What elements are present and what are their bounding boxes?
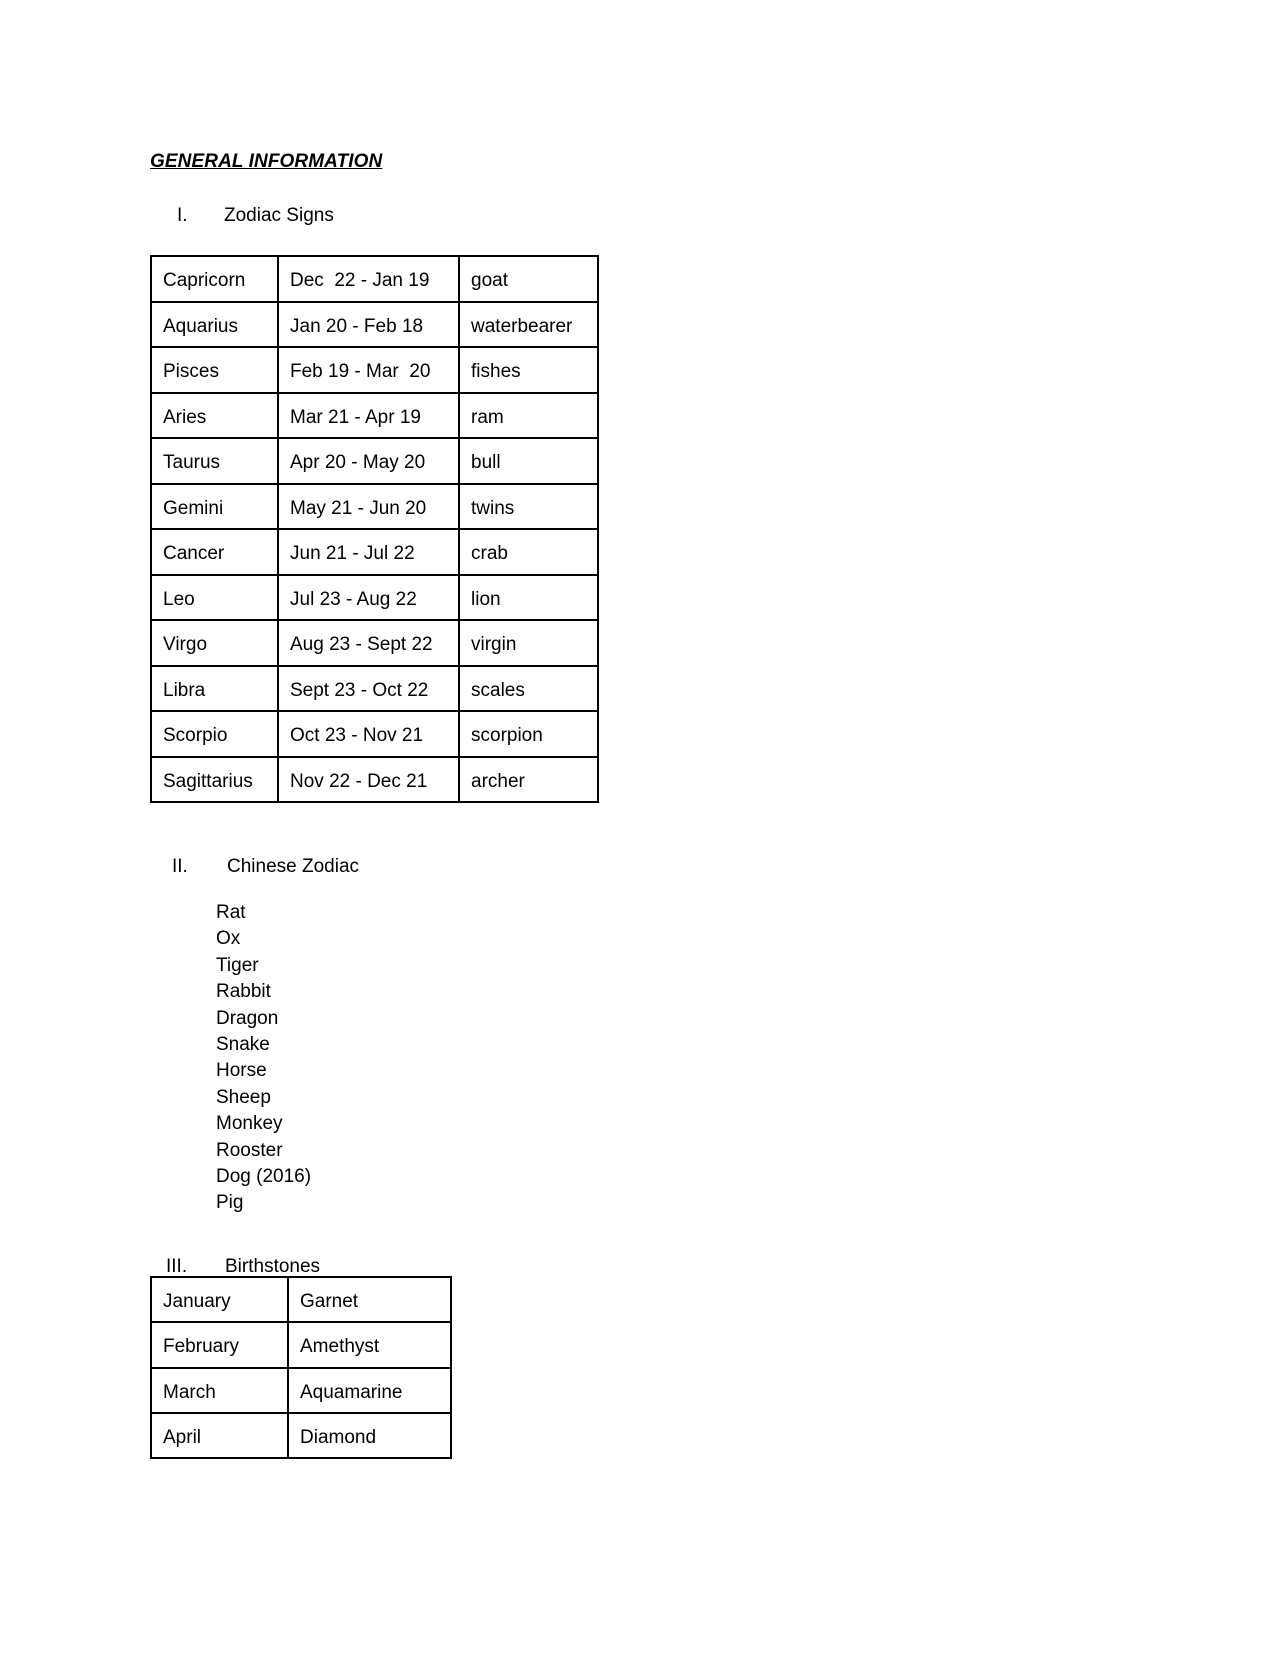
table-row	[151, 302, 598, 348]
table-cell: virgin	[459, 620, 598, 666]
table-row	[151, 757, 598, 803]
list-item: Horse	[216, 1060, 267, 1082]
table-cell: February	[151, 1322, 288, 1367]
table-cell: Apr 20 - May 20	[278, 438, 459, 484]
section-heading-chinese-zodiac	[172, 856, 359, 878]
section-title: Chinese Zodiac	[227, 856, 360, 877]
table-cell: bull	[459, 438, 598, 484]
table-cell: Cancer	[151, 529, 278, 575]
table-cell: fishes	[459, 347, 598, 393]
list-item: Tiger	[216, 954, 259, 976]
table-cell: May 21 - Jun 20	[278, 484, 459, 530]
table-row	[151, 666, 598, 712]
table-row	[151, 438, 598, 484]
table-cell: Gemini	[151, 484, 278, 530]
table-row	[151, 711, 598, 757]
section-heading-birthstones	[166, 1256, 320, 1278]
table-cell: Sept 23 - Oct 22	[278, 666, 459, 712]
table-cell: Virgo	[151, 620, 278, 666]
section-numeral: III.	[166, 1256, 188, 1277]
table-cell: crab	[459, 529, 598, 575]
table-cell: Sagittarius	[151, 757, 278, 803]
table-cell: goat	[459, 256, 598, 302]
table-cell: Pisces	[151, 347, 278, 393]
table-row	[151, 1368, 451, 1413]
table-cell: Jul 23 - Aug 22	[278, 575, 459, 621]
list-item: Dog (2016)	[216, 1165, 312, 1187]
list-item: Rabbit	[216, 981, 271, 1003]
table-cell: Diamond	[288, 1413, 451, 1458]
list-item: Monkey	[216, 1113, 283, 1135]
list-item: Rat	[216, 902, 246, 923]
table-cell: Mar 21 - Apr 19	[278, 393, 459, 439]
table-cell: Aries	[151, 393, 278, 439]
table-cell: Aquarius	[151, 302, 278, 348]
table-cell: twins	[459, 484, 598, 530]
table-cell: Amethyst	[288, 1322, 451, 1367]
list-item: Rooster	[216, 1139, 283, 1161]
table-cell: March	[151, 1368, 288, 1413]
table-row	[151, 347, 598, 393]
birthstones-table	[150, 1276, 452, 1459]
section-numeral: II.	[172, 856, 188, 877]
table-row	[151, 393, 598, 439]
list-item: Dragon	[216, 1007, 279, 1029]
table-row	[151, 529, 598, 575]
section-title: Zodiac Signs	[224, 205, 334, 226]
section-numeral: I.	[177, 205, 188, 226]
table-row	[151, 620, 598, 666]
list-item: Snake	[216, 1033, 270, 1055]
table-cell: Oct 23 - Nov 21	[278, 711, 459, 757]
table-cell: Taurus	[151, 438, 278, 484]
table-cell: Feb 19 - Mar 20	[278, 347, 459, 393]
birthstone-table-body	[151, 1277, 451, 1458]
table-row	[151, 1413, 451, 1458]
table-cell: Garnet	[288, 1277, 451, 1322]
table-row	[151, 1277, 451, 1322]
table-row	[151, 484, 598, 530]
table-cell: waterbearer	[459, 302, 598, 348]
section-heading-zodiac-signs	[177, 205, 334, 227]
table-row	[151, 1322, 451, 1367]
zodiac-table-body	[151, 256, 598, 802]
table-cell: Leo	[151, 575, 278, 621]
table-cell: January	[151, 1277, 288, 1322]
zodiac-signs-table	[150, 255, 599, 803]
table-row	[151, 256, 598, 302]
table-cell: Dec 22 - Jan 19	[278, 256, 459, 302]
list-item: Ox	[216, 928, 241, 950]
table-cell: Scorpio	[151, 711, 278, 757]
table-cell: archer	[459, 757, 598, 803]
table-cell: Libra	[151, 666, 278, 712]
table-cell: April	[151, 1413, 288, 1458]
table-cell: Jun 21 - Jul 22	[278, 529, 459, 575]
table-cell: Capricorn	[151, 256, 278, 302]
table-cell: Jan 20 - Feb 18	[278, 302, 459, 348]
chinese-zodiac-list	[216, 900, 311, 1217]
table-cell: Aug 23 - Sept 22	[278, 620, 459, 666]
list-item: Sheep	[216, 1086, 271, 1108]
table-cell: scorpion	[459, 711, 598, 757]
page-title: GENERAL INFORMATION	[150, 151, 383, 172]
table-cell: lion	[459, 575, 598, 621]
table-cell: Aquamarine	[288, 1368, 451, 1413]
list-item: Pig	[216, 1192, 244, 1214]
table-cell: ram	[459, 393, 598, 439]
table-row	[151, 575, 598, 621]
table-cell: Nov 22 - Dec 21	[278, 757, 459, 803]
section-title: Birthstones	[225, 1256, 321, 1277]
table-cell: scales	[459, 666, 598, 712]
